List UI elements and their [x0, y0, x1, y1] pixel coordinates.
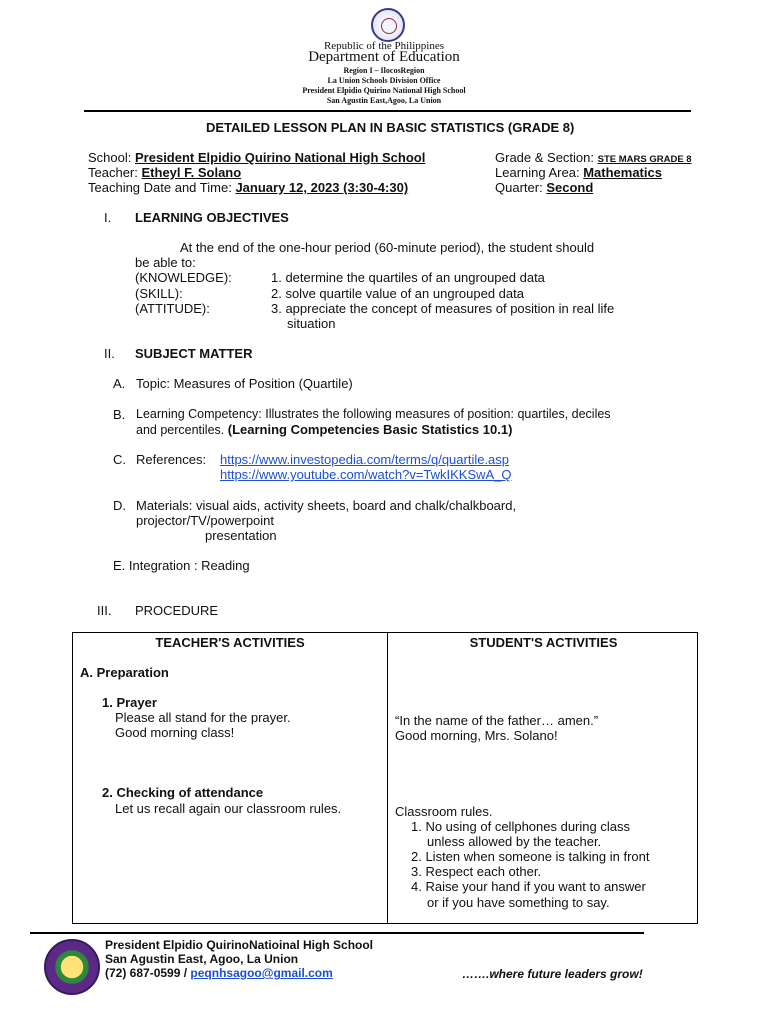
objectives-intro-1: At the end of the one-hour period (60-minute period), the student should	[180, 240, 595, 255]
header-department: Department of Education	[308, 49, 460, 65]
references-letter: C.	[113, 452, 126, 467]
rule-item: 2. Listen when someone is talking in front	[411, 849, 650, 864]
page-title: DETAILED LESSON PLAN IN BASIC STATISTICS (GRADE 8)	[206, 120, 575, 135]
section2-heading: SUBJECT MATTER	[135, 346, 253, 361]
deped-seal-icon	[371, 8, 405, 42]
header-school: President Elpidio Quirino National High School	[302, 86, 466, 95]
footer-motto: …….where future leaders grow!	[462, 967, 643, 981]
footer-email-link[interactable]: peqnhsagoo@gmail.com	[190, 966, 333, 980]
preparation-heading: A. Preparation	[80, 665, 169, 680]
info-quarter: Quarter: Second	[495, 180, 594, 195]
objective-label: (KNOWLEDGE):	[135, 270, 232, 285]
objective-text: 2. solve quartile value of an ungrouped data	[271, 286, 524, 301]
reference-link-youtube[interactable]: https://www.youtube.com/watch?v=TwkIKKSwA_Q	[220, 467, 512, 482]
objective-label: (ATTITUDE):	[135, 301, 210, 316]
rule-item: 4. Raise your hand if you want to answer	[411, 879, 646, 894]
info-date: Teaching Date and Time: January 12, 2023 (3:30-4:30)	[88, 180, 409, 195]
materials-line1: Materials: visual aids, activity sheets, board and chalk/chalkboard,	[136, 498, 517, 513]
rules-heading: Classroom rules.	[395, 804, 493, 819]
teacher-prayer-line1: Please all stand for the prayer.	[115, 710, 291, 725]
competency-letter: B.	[113, 407, 126, 422]
header-republic: Republic of the Philippines	[323, 40, 445, 52]
section2-number: II.	[104, 346, 115, 361]
objective-text: 1. determine the quartiles of an ungrouped data	[271, 270, 545, 285]
rule-item: unless allowed by the teacher.	[427, 834, 602, 849]
info-teacher: Teacher: Etheyl F. Solano	[88, 165, 242, 180]
student-prayer-line1: “In the name of the father… amen.”	[395, 713, 599, 728]
footer-school: President Elpidio QuirinoNatioinal High School	[105, 938, 374, 952]
student-activities-header: STUDENT'S ACTIVITIES	[469, 635, 618, 650]
objective-label: (SKILL):	[135, 286, 183, 301]
procedure-table	[72, 632, 698, 924]
competency-line1: Learning Competency: Illustrates the following measures of position: quartiles, deciles	[136, 407, 611, 421]
rule-item: or if you have something to say.	[427, 895, 610, 910]
school-logo-icon	[44, 939, 100, 995]
objective-text-cont: situation	[287, 316, 336, 331]
section1-heading: LEARNING OBJECTIVES	[135, 210, 289, 225]
attendance-heading: 2. Checking of attendance	[102, 785, 264, 800]
objectives-intro-2: be able to:	[135, 255, 196, 270]
integration-text: E. Integration : Reading	[113, 558, 250, 573]
teacher-activities-cell	[73, 633, 388, 924]
prayer-heading: 1. Prayer	[102, 695, 157, 710]
competency-line2: and percentiles. (Learning Competencies Basic Statistics 10.1)	[136, 422, 513, 437]
teacher-attendance-line: Let us recall again our classroom rules.	[115, 801, 342, 816]
header-division: La Union Schools Division Office	[327, 76, 441, 85]
objective-text: 3. appreciate the concept of measures of position in real life	[271, 301, 615, 316]
header-divider	[84, 110, 691, 112]
rule-item: 3. Respect each other.	[411, 864, 542, 879]
section3-heading: PROCEDURE	[135, 603, 219, 618]
student-activities-cell	[388, 633, 698, 924]
footer-divider	[30, 932, 644, 934]
topic-text: Topic: Measures of Position (Quartile)	[136, 376, 353, 391]
references-label: References:	[136, 452, 207, 467]
topic-letter: A.	[113, 376, 126, 391]
header-address: San Agustin East,Agoo, La Union	[326, 96, 442, 105]
teacher-activities-header: TEACHER'S ACTIVITIES	[155, 635, 305, 650]
materials-line2: projector/TV/powerpoint	[136, 513, 275, 528]
section3-number: III.	[97, 603, 112, 618]
info-area: Learning Area: Mathematics	[495, 165, 662, 180]
materials-line3: presentation	[205, 528, 277, 543]
info-grade: Grade & Section: STE MARS GRADE 8	[495, 150, 692, 165]
reference-link-investopedia[interactable]: https://www.investopedia.com/terms/q/quartile.asp	[220, 452, 510, 467]
header-region: Region I – IlocosRegion	[343, 66, 425, 75]
section1-number: I.	[104, 210, 112, 225]
footer-contact: (72) 687-0599 / peqnhsagoo@gmail.com	[105, 966, 333, 980]
materials-letter: D.	[113, 498, 126, 513]
rule-item: 1. No using of cellphones during class	[411, 819, 630, 834]
teacher-prayer-line2: Good morning class!	[115, 725, 235, 740]
info-school: School: President Elpidio Quirino National High School	[88, 150, 426, 165]
footer-address: San Agustin East, Agoo, La Union	[105, 952, 299, 966]
student-prayer-line2: Good morning, Mrs. Solano!	[395, 728, 558, 743]
